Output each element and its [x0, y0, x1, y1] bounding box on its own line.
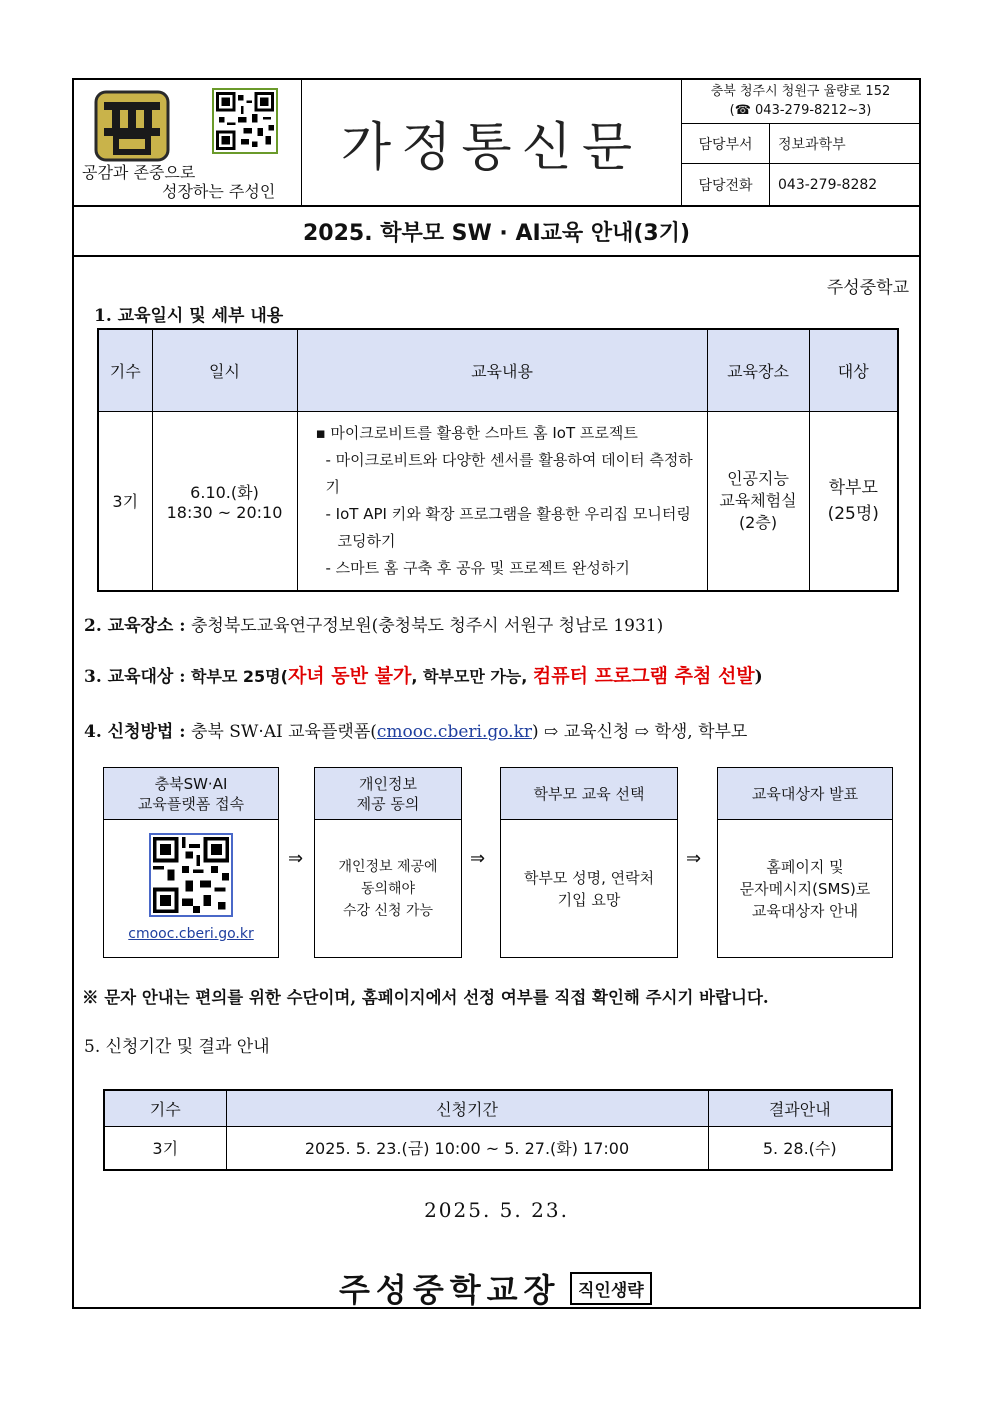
- target-cell: [809, 411, 898, 591]
- section3: [84, 661, 763, 688]
- contact-info: [682, 80, 919, 205]
- target-line: 학부모: [828, 477, 878, 498]
- signer-name: 주성중학교장: [339, 1271, 561, 1309]
- section4-label: 4. 신청방법 :: [84, 722, 186, 742]
- body-line: 학부모 성명, 연락처: [523, 868, 655, 887]
- main-phone: (☎ 043-279-8212~3): [729, 103, 872, 118]
- col-header: 기수: [104, 1090, 226, 1126]
- period-cell: 2025. 5. 23.(금) 10:00 ~ 5. 27.(화) 17:00: [226, 1126, 708, 1170]
- qr-code-icon[interactable]: [212, 88, 278, 154]
- school-name: 주성중학교: [826, 278, 909, 298]
- section3-label: 3. 교육대상 :: [84, 667, 186, 687]
- place-line: (2층): [738, 512, 778, 532]
- schedule-table: [97, 328, 899, 592]
- section5-heading: 5. 신청기간 및 결과 안내: [84, 1037, 270, 1057]
- flow-step-title: 교육대상자 발표: [718, 768, 892, 820]
- col-header: 결과안내: [708, 1090, 892, 1126]
- section3-emphasis1: 자녀 동반 불가: [287, 665, 412, 687]
- selection-notice: ※ 문자 안내는 편의를 위한 수단이며, 홈페이지에서 선정 여부를 직접 확인해 주시기 바랍니다.: [82, 988, 769, 1007]
- flow-step-body: [104, 820, 278, 957]
- section3-part2: , 학부모만 가능,: [411, 667, 533, 686]
- body-line: 동의해야: [360, 880, 416, 897]
- flow-arrow-icon: ⇒: [470, 848, 486, 869]
- slogan-line-2: 성장하는 주성인: [162, 182, 276, 201]
- flow-step-consent: [314, 767, 462, 958]
- table-row: [104, 1126, 892, 1170]
- content-item: - IoT API 키와 확장 프로그램을 활용한 우리집 모니터링: [325, 504, 691, 523]
- dept-row: [682, 124, 919, 164]
- flow-step-body: [501, 820, 677, 957]
- flow-arrow-icon: ⇒: [288, 848, 304, 869]
- table-header-row: [104, 1090, 892, 1126]
- body-line: 교육대상자 안내: [751, 901, 859, 920]
- content-title: ▪ 마이크로비트를 활용한 스마트 홈 IoT 프로젝트: [315, 423, 638, 442]
- section2-label: 2. 교육장소 :: [84, 616, 186, 636]
- school-address: [682, 80, 919, 124]
- seal-omitted-badge: 직인생략: [570, 1272, 652, 1305]
- section4-text2: ) ⇨ 교육신청 ⇨ 학생, 학부모: [532, 722, 748, 742]
- place-cell: [707, 411, 809, 591]
- section2-text: 충청북도교육연구정보원(충청북도 청주시 서원구 청남로 1931): [190, 616, 664, 636]
- flow-step-announce: [717, 767, 893, 958]
- tel-row: [682, 164, 919, 205]
- letter-subject: 2025. 학부모 SW · AI교육 안내(3기): [74, 207, 919, 257]
- title-line: 교육플랫폼 접속: [137, 794, 245, 813]
- document-frame: [72, 78, 921, 1309]
- place-line: 인공지능: [727, 468, 789, 488]
- school-emblem-icon: [94, 90, 170, 162]
- flow-step-title: 학부모 교육 선택: [501, 768, 677, 820]
- title-line: 개인정보: [359, 774, 417, 793]
- flow-step-body: [718, 820, 892, 957]
- slogan-line-1: 공감과 존중으로: [82, 163, 196, 182]
- qr-code-icon[interactable]: [149, 833, 233, 917]
- platform-link[interactable]: cmooc.cberi.go.kr: [376, 722, 533, 742]
- section3-part3: ): [754, 667, 763, 687]
- flow-step-title: [104, 768, 278, 820]
- page-title: 가정통신문: [340, 118, 643, 178]
- flow-arrow-icon: ⇒: [686, 848, 702, 869]
- time-text: 18:30 ~ 20:10: [166, 502, 283, 522]
- school-slogan: [82, 163, 275, 201]
- section3-part1: 학부모 25명(: [190, 667, 288, 686]
- section4: [84, 717, 747, 742]
- content-cell: [297, 411, 707, 591]
- col-header: 일시: [152, 329, 297, 411]
- target-line: (25명): [827, 503, 879, 524]
- col-header: 대상: [809, 329, 898, 411]
- title-line: 제공 동의: [356, 794, 420, 813]
- body-line: 기입 요망: [557, 890, 621, 909]
- platform-link[interactable]: cmooc.cberi.go.kr: [128, 925, 254, 942]
- dept-value: 정보과학부: [778, 136, 846, 153]
- body-line: 수강 신청 가능: [342, 902, 434, 919]
- col-header: 신청기간: [226, 1090, 708, 1126]
- col-header: 기수: [98, 329, 152, 411]
- body-line: 개인정보 제공에: [338, 858, 438, 875]
- logo-cell: [74, 80, 302, 205]
- flow-step-select: [500, 767, 678, 958]
- cohort-cell: 3기: [98, 411, 152, 591]
- section1-heading: 1. 교육일시 및 세부 내용: [94, 306, 284, 326]
- tel-value: 043-279-8282: [778, 176, 878, 193]
- application-period-table: [103, 1089, 893, 1171]
- table-row: [98, 411, 898, 591]
- dept-label: 담당부서: [682, 124, 770, 163]
- issue-date: 2025. 5. 23.: [424, 1198, 569, 1222]
- tel-label: 담당전화: [682, 164, 770, 205]
- col-header: 교육내용: [297, 329, 707, 411]
- table-header-row: [98, 329, 898, 411]
- datetime-cell: [152, 411, 297, 591]
- body-line: 문자메시지(SMS)로: [739, 879, 871, 898]
- section3-emphasis2: 컴퓨터 프로그램 추첨 선발: [532, 665, 755, 687]
- flow-step-platform: [103, 767, 279, 958]
- section4-text1: 충북 SW·AI 교육플랫폼(: [190, 722, 377, 742]
- address-text: 충북 청주시 청원구 율량로 152: [710, 84, 891, 99]
- place-line: 교육체험실: [719, 490, 797, 510]
- letter-header: [74, 80, 919, 207]
- result-date-cell: 5. 28.(수): [708, 1126, 892, 1170]
- flow-step-title: [315, 768, 461, 820]
- title-cell: [302, 80, 682, 205]
- content-item: - 스마트 홈 구축 후 공유 및 프로젝트 완성하기: [325, 558, 630, 577]
- date-text: 6.10.(화): [190, 482, 259, 502]
- content-item: 코딩하기: [337, 531, 396, 550]
- section2: [84, 611, 663, 636]
- flow-step-body: [315, 820, 461, 957]
- col-header: 교육장소: [707, 329, 809, 411]
- body-line: 홈페이지 및: [766, 857, 844, 876]
- title-line: 충북SW·AI: [154, 774, 228, 793]
- content-item: - 마이크로비트와 다양한 센서를 활용하여 데이터 측정하기: [325, 450, 693, 496]
- cohort-cell: 3기: [104, 1126, 226, 1170]
